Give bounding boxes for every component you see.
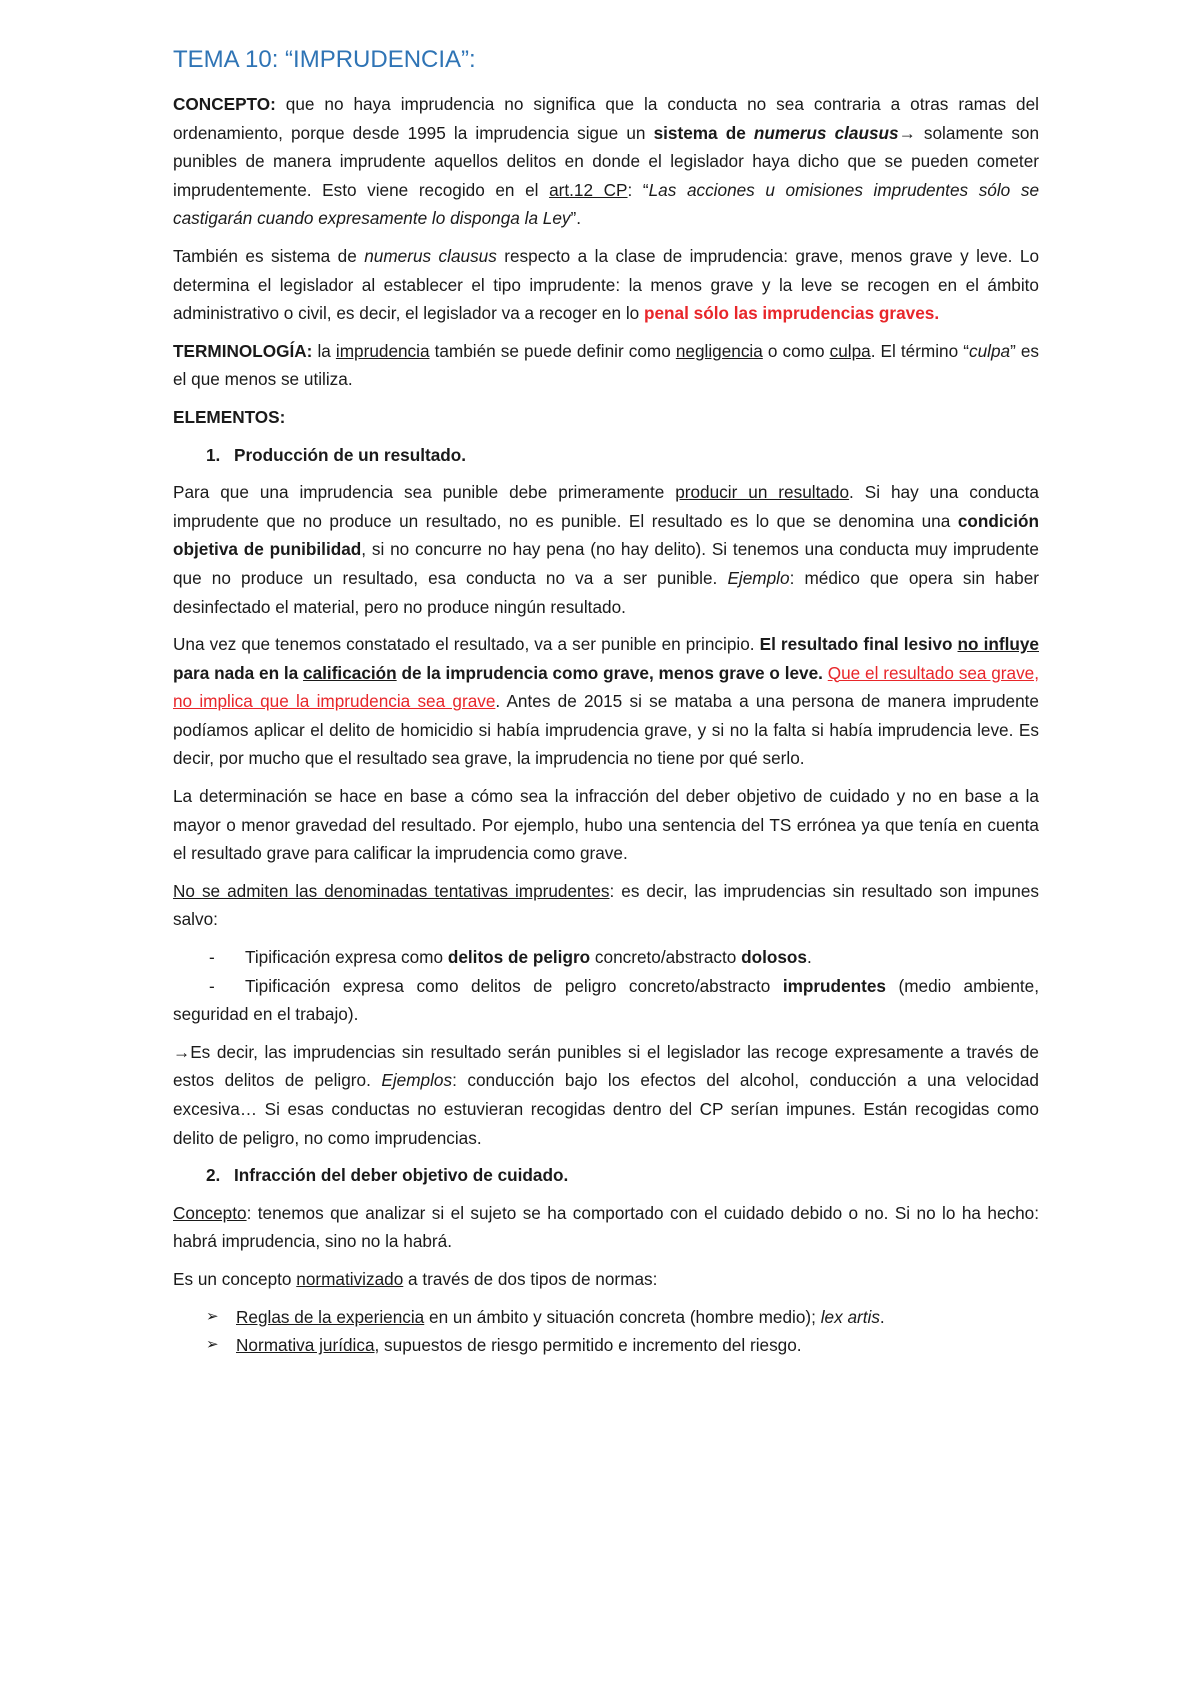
section-number: 1. xyxy=(206,444,221,465)
section-heading-2 xyxy=(173,1161,1039,1190)
page-title: TEMA 10: “IMPRUDENCIA”: xyxy=(173,46,476,73)
normativizado-paragraph: Es un concepto normativizado a través de dos tipos de normas: xyxy=(173,1268,658,1289)
elementos-heading: ELEMENTOS: xyxy=(173,406,286,427)
tambien-paragraph: También es sistema de numerus clausus respecto a la clase de imprudencia: grave, menos grave y leve. Lo determina el legislador al establecer el tipo imprudente: la menos grave y la leve se recogen en el ámbito administrativo o civil, es decir, el legislador va a recoger en lo penal sólo las imprudencias graves. xyxy=(173,245,1040,324)
es-decir-paragraph: →Es decir, las imprudencias sin resultado serán punibles si el legislador las recoge expresamente a través de estos delitos de peligro. Ejemplos: conducción bajo los efectos del alcohol, conducción a una velocidad excesiva… Si esas conductas no estuvieran recogidas dentro del CP serían impunes. Están recogidas como delito de peligro, no como imprudencias. xyxy=(173,1041,1039,1148)
dash-bullet-icon: - xyxy=(209,947,215,968)
section-title: Infracción del deber objetivo de cuidado. xyxy=(234,1165,569,1186)
resultado-paragraph: Para que una imprudencia sea punible debe primeramente producir un resultado. Si hay una conducta imprudente que no produce un resultado, no es punible. El resultado es lo que se denomina una condición objetiva de punibilidad, si no concurre no hay pena (no hay delito). Si tenemos una conducta muy imprudente que no produce un resultado, esa conducta no va a ser punible. Ejemplo: médico que opera sin haber desinfectado el material, pero no produce ningún resultado. xyxy=(173,482,1039,617)
section-number: 2. xyxy=(206,1165,221,1186)
resultado-final-paragraph: Una vez que tenemos constatado el resultado, va a ser punible en principio. El resultado final lesivo no influye para nada en la calificación de la imprudencia como grave, menos grave o leve. Que el resultado sea grave, no implica que la imprudencia sea grave. Antes de 2015 si se mataba a una persona de manera imprudente podíamos aplicar el delito de homicidio si había imprudencia grave, y si no la falta si había imprudencia leve. Es decir, por mucho que el resultado sea grave, la imprudencia no tiene por qué serlo. xyxy=(173,634,1040,769)
list-item: - Tipificación expresa como delitos de peligro concreto/abstracto dolosos. xyxy=(173,943,1039,972)
determinacion-paragraph: La determinación se hace en base a cómo sea la infracción del deber objetivo de cuidado y no en base a la mayor o menor gravedad del resultado. Por ejemplo, hubo una sentencia del TS errónea ya que tenía en cuenta el resultado grave para calificar la imprudencia como grave. xyxy=(173,786,1039,864)
terminologia-paragraph: TERMINOLOGÍA: la imprudencia también se puede definir como negligencia o como culpa. El término “culpa” es el que menos se utiliza. xyxy=(173,340,1039,390)
arrowhead-bullet-icon: ➢ xyxy=(206,1336,219,1354)
concepto-cuidado-paragraph: Concepto: tenemos que analizar si el sujeto se ha comportado con el cuidado debido o no. Si no lo ha hecho: habrá imprudencia, sino no la habrá. xyxy=(173,1202,1039,1252)
highlight-red: penal sólo las imprudencias graves. xyxy=(643,303,940,324)
section-heading-1 xyxy=(173,441,1039,470)
dash-bullet-icon: - xyxy=(209,975,215,996)
list-item: - Tipificación expresa como delitos de peligro concreto/abstracto imprudentes (medio ambiente, seguridad en el trabajo). xyxy=(173,972,1039,1029)
highlight-red: Que el resultado sea grave, no implica que la imprudencia sea grave xyxy=(173,662,1040,712)
concepto-paragraph: CONCEPTO: que no haya imprudencia no significa que la conducta no sea contraria a otras ramas del ordenamiento, porque desde 1995 la imprudencia sigue un sistema de numerus clausus→ solamente son punibles de manera imprudente aquellos delitos en donde el legislador haya dicho que se pueden cometer imprudentemente. Esto viene recogido en el art.12 CP: “Las acciones u omisiones imprudentes sólo se castigarán cuando expresamente lo disponga la Ley”. xyxy=(173,94,1040,229)
tentativas-paragraph: No se admiten las denominadas tentativas imprudentes: es decir, las imprudencias sin resultado son impunes salvo: xyxy=(173,880,1039,930)
article-reference: art.12 CP xyxy=(549,179,628,200)
section-title: Producción de un resultado. xyxy=(234,444,467,465)
document-page xyxy=(173,44,1039,1360)
list-item: ➢ Reglas de la experiencia en un ámbito y situación concreta (hombre medio); lex artis. xyxy=(173,1303,1039,1332)
arrowhead-bullet-icon: ➢ xyxy=(206,1307,219,1325)
list-item: ➢ Normativa jurídica, supuestos de riesgo permitido e incremento del riesgo. xyxy=(173,1331,1039,1360)
arrow-right-icon: → xyxy=(898,122,916,143)
legal-quote: Las acciones u omisiones imprudentes sólo se castigarán cuando expresamente lo disponga la Ley xyxy=(173,179,1039,229)
arrow-right-icon: → xyxy=(173,1041,191,1062)
